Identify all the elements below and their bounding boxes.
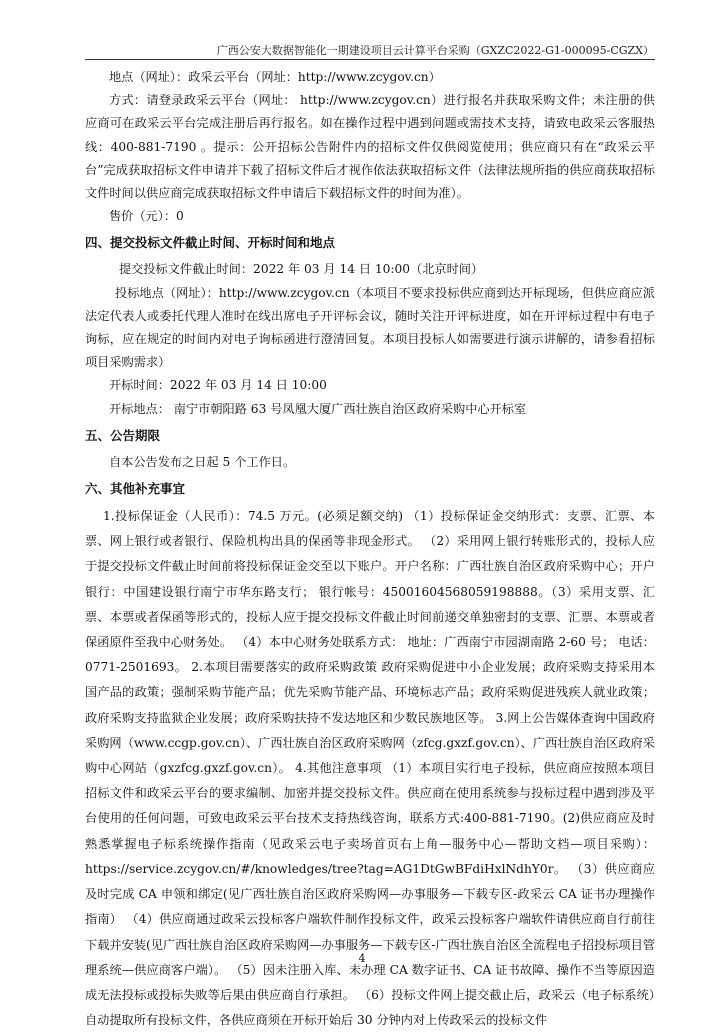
sec3-price: 售价（元）：0 bbox=[109, 209, 184, 224]
sec5-text: 自本公告发布之日起 5 个工作日。 bbox=[109, 454, 296, 469]
sec4-open-place: 开标地点： 南宁市朝阳路 63 号凤凰大厦广西壮族自治区政府采购中心开标室 bbox=[109, 401, 527, 416]
page-number: 4 bbox=[358, 952, 366, 965]
section-5-heading: 五、公告期限 bbox=[85, 427, 161, 443]
sec3-method: 方式：请登录政采云平台（网址： http://www.zcygov.cn）进行报名并获取采购文件；未注册的供应商可在政采云平台完成注册后再行报名。如在操作过程中遇到问题或需技术支持，请致电政采云客服热线：400-881-7190 。提示：公开招标公告附件内的招标文件仅供阅览使用；供应商只有在“政采云平台”完成获取招标文件申请并下载了招标文件后才视作依法获取招标文件（法律法规所指的供应商获取招标文件时间以供应商完成获取招标文件申请后下载招标文件的时间为准）。 bbox=[85, 93, 655, 201]
sec4-open-time: 开标时间：2022 年 03 月 14 日 10:00 bbox=[109, 378, 327, 393]
document-body bbox=[85, 66, 655, 1033]
sec4-deadline: 提交投标文件截止时间：2022 年 03 月 14 日 10:00（北京时间） bbox=[119, 262, 484, 277]
sec6-text: 1.投标保证金（人民币）：74.5 万元。(必须足额交纳) （1）投标保证金交纳形式：支票、汇票、本票、网上银行或者银行、保险机构出具的保函等非现金形式。 （2）采用网上银行转账形式的，投标人应于提交投标文件截止时间前将投标保证金交至以下账户。开户名称：广西壮族自治区政府采购中心；开户银行：中国建设银行南宁市华东路支行； 银行帐号：45001604568059198888。（3）采用支票、汇票、本票或者保函等形式的，投标人应于提交投标文件截止时间前递交单独密封的支票、汇票、本票或者保函原件至我中心财务处。 （4）本中心财务处联系方式： 地址：广西南宁市园湖南路 2-60 号； 电话：0771-2501693。 2.本项目需要落实的政府采购政策 政府采购促进中小企业发展；政府采购支持采用本国产品的政策；强制采购节能产品；优先采购节能产品、环境标志产品；政府采购促进残疾人就业政策；政府采购支持监狱企业发展；政府采购扶持不发达地区和少数民族地区等。 3.网上公告媒体查询中国政府采购网（www.ccgp.gov.cn）、广西壮族自治区政府采购网（zfcg.gxzf.gov.cn）、广西壮族自治区政府采购中心网站（gxzfcg.gxzf.gov.cn）。 4.其他注意事项 （1）本项目实行电子投标，供应商应按照本项目招标文件和政采云平台的要求编制、加密并提交投标文件。供应商在使用系统参与投标过程中遇到涉及平台使用的任何问题，可致电政采云平台技术支持热线咨询，联系方式:400-881-7190。(2)供应商应及时熟悉掌握电子标系统操作指南（见政采云电子卖场首页右上角—服务中心—帮助文档—项目采购）：https://service.zcygov.cn/#/knowledges/tree?tag=AG1DtGwBFdiHxlNdhY0r。 （3）供应商应及时完成 CA 申领和绑定(见广西壮族自治区政府采购网—办事服务—下载专区-政采云 CA 证书办理操作指南） （4）供应商通过政采云投标客户端软件制作投标文件，政采云投标客户端软件请供应商自行前往下载并安装(见广西壮族自治区政府采购网—办事服务—下载专区-广西壮族自治区全流程电子招投标项目管理系统—供应商客户端）。 （5）因未注册入库、未办理 CA 数字证书、CA 证书故障、操作不当等原因造成无法投标或投标失败等后果由供应商自行承担。 （6）投标文件网上提交截止后，政采云（电子标系统）自动提取所有投标文件，各供应商须在开标开始后 30 分钟内对上传政采云的投标文件 bbox=[85, 509, 655, 1028]
running-header: 广西公安大数据智能化一期建设项目云计算平台采购（GXZC2022-G1-000095-CGZX） bbox=[216, 44, 654, 57]
header-rule bbox=[85, 59, 655, 60]
sec3-location: 地点（网址）：政采云平台（网址：http://www.zcygov.cn） bbox=[109, 70, 441, 84]
section-6-heading: 六、其他补充事宜 bbox=[85, 481, 186, 497]
section-4-heading: 四、提交投标文件截止时间、开标时间和地点 bbox=[85, 235, 336, 251]
sec4-location: 投标地点（网址）：http://www.zcygov.cn（本项目不要求投标供应商到达开标现场，但供应商应派法定代表人或委托代理人准时在线出席电子开评标会议，随时关注开评标进度，如在开评标过程中有电子询标，应在规定的时间内对电子询标函进行澄清回复。本项目投标人如需要进行演示讲解的，请参看招标项目采购需求） bbox=[85, 285, 655, 370]
